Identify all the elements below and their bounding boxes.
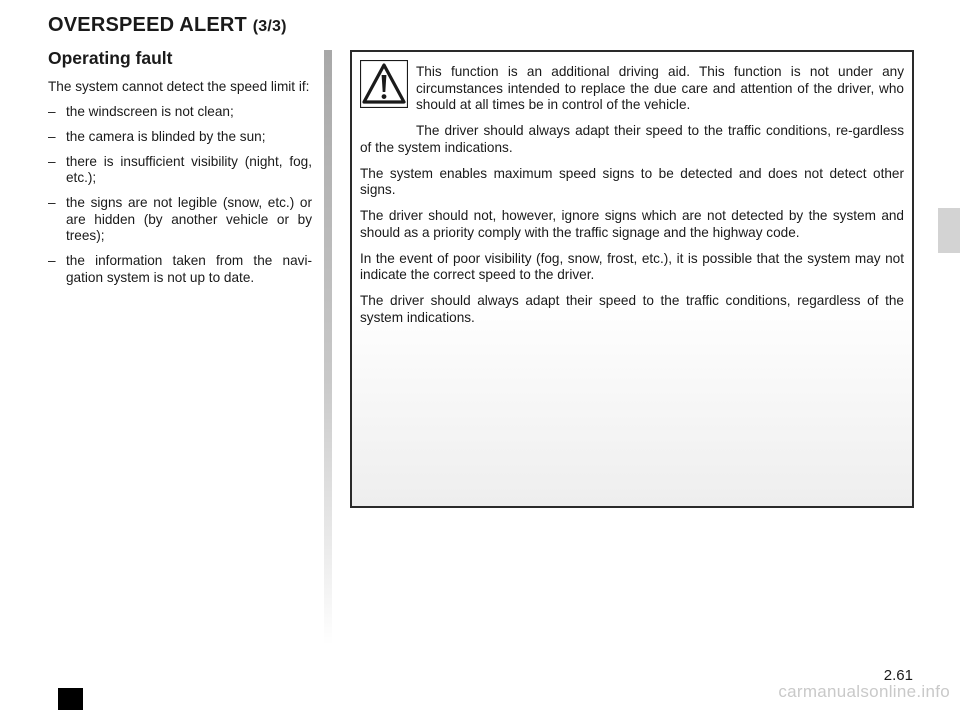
watermark: carmanualsonline.info bbox=[778, 682, 950, 701]
warning-paragraph: The system enables maximum speed signs to be detected and does not detect other signs. bbox=[360, 165, 904, 197]
warning-paragraph: This function is an additional driving aid. This function is not under any circumstances intended to replace the due care and attention of the driver, who should at all times be in control of the vehicle. bbox=[416, 64, 904, 112]
bullet-dash: – bbox=[48, 128, 56, 144]
bullet-dash: – bbox=[48, 253, 56, 268]
list-item-text: the information taken from the navi-gation system is not up to date. bbox=[66, 253, 312, 285]
list-item-text: the windscreen is not clean; bbox=[66, 103, 234, 119]
column-divider bbox=[324, 50, 332, 645]
list-item bbox=[48, 195, 312, 245]
bullet-dash: – bbox=[48, 153, 56, 169]
warning-paragraph: The driver should always adapt their speed to the traffic conditions, regardless of the system indications. bbox=[360, 293, 904, 325]
warning-paragraph: The driver should not, however, ignore signs which are not detected by the system and should as a priority comply with the traffic signage and the highway code. bbox=[360, 208, 904, 240]
bullet-dash: – bbox=[48, 195, 56, 210]
list-item bbox=[48, 104, 312, 121]
list-item-text: the signs are not legible (snow, etc.) or are hidden (by another vehicle or by trees); bbox=[66, 195, 312, 243]
warning-text bbox=[360, 64, 904, 336]
list-item bbox=[48, 154, 312, 187]
list-item bbox=[48, 129, 312, 146]
warning-box bbox=[350, 50, 914, 508]
intro-text: The system cannot detect the speed limit if: bbox=[48, 79, 310, 94]
warning-paragraph: In the event of poor visibility (fog, snow, frost, etc.), it is possible that the system may not indicate the correct speed to the driver. bbox=[360, 250, 904, 282]
page-title-text: OVERSPEED ALERT bbox=[48, 14, 247, 36]
list-item bbox=[48, 253, 312, 286]
section-heading: Operating fault bbox=[48, 48, 173, 68]
page-title-part: (3/3) bbox=[252, 18, 287, 35]
fault-list bbox=[48, 104, 312, 287]
warning-paragraph: The driver should always adapt their speed to the traffic conditions, re-gardless of the system indications. bbox=[360, 123, 904, 155]
list-item-text: there is insufficient visibility (night, fog, etc.); bbox=[66, 153, 312, 185]
page-number: 2.61 bbox=[883, 667, 913, 684]
list-item-text: the camera is blinded by the sun; bbox=[66, 128, 266, 144]
corner-crop-mark bbox=[58, 688, 83, 710]
page-title bbox=[48, 14, 287, 37]
bullet-dash: – bbox=[48, 103, 56, 119]
left-column bbox=[48, 79, 312, 295]
section-tab-marker bbox=[938, 208, 960, 253]
